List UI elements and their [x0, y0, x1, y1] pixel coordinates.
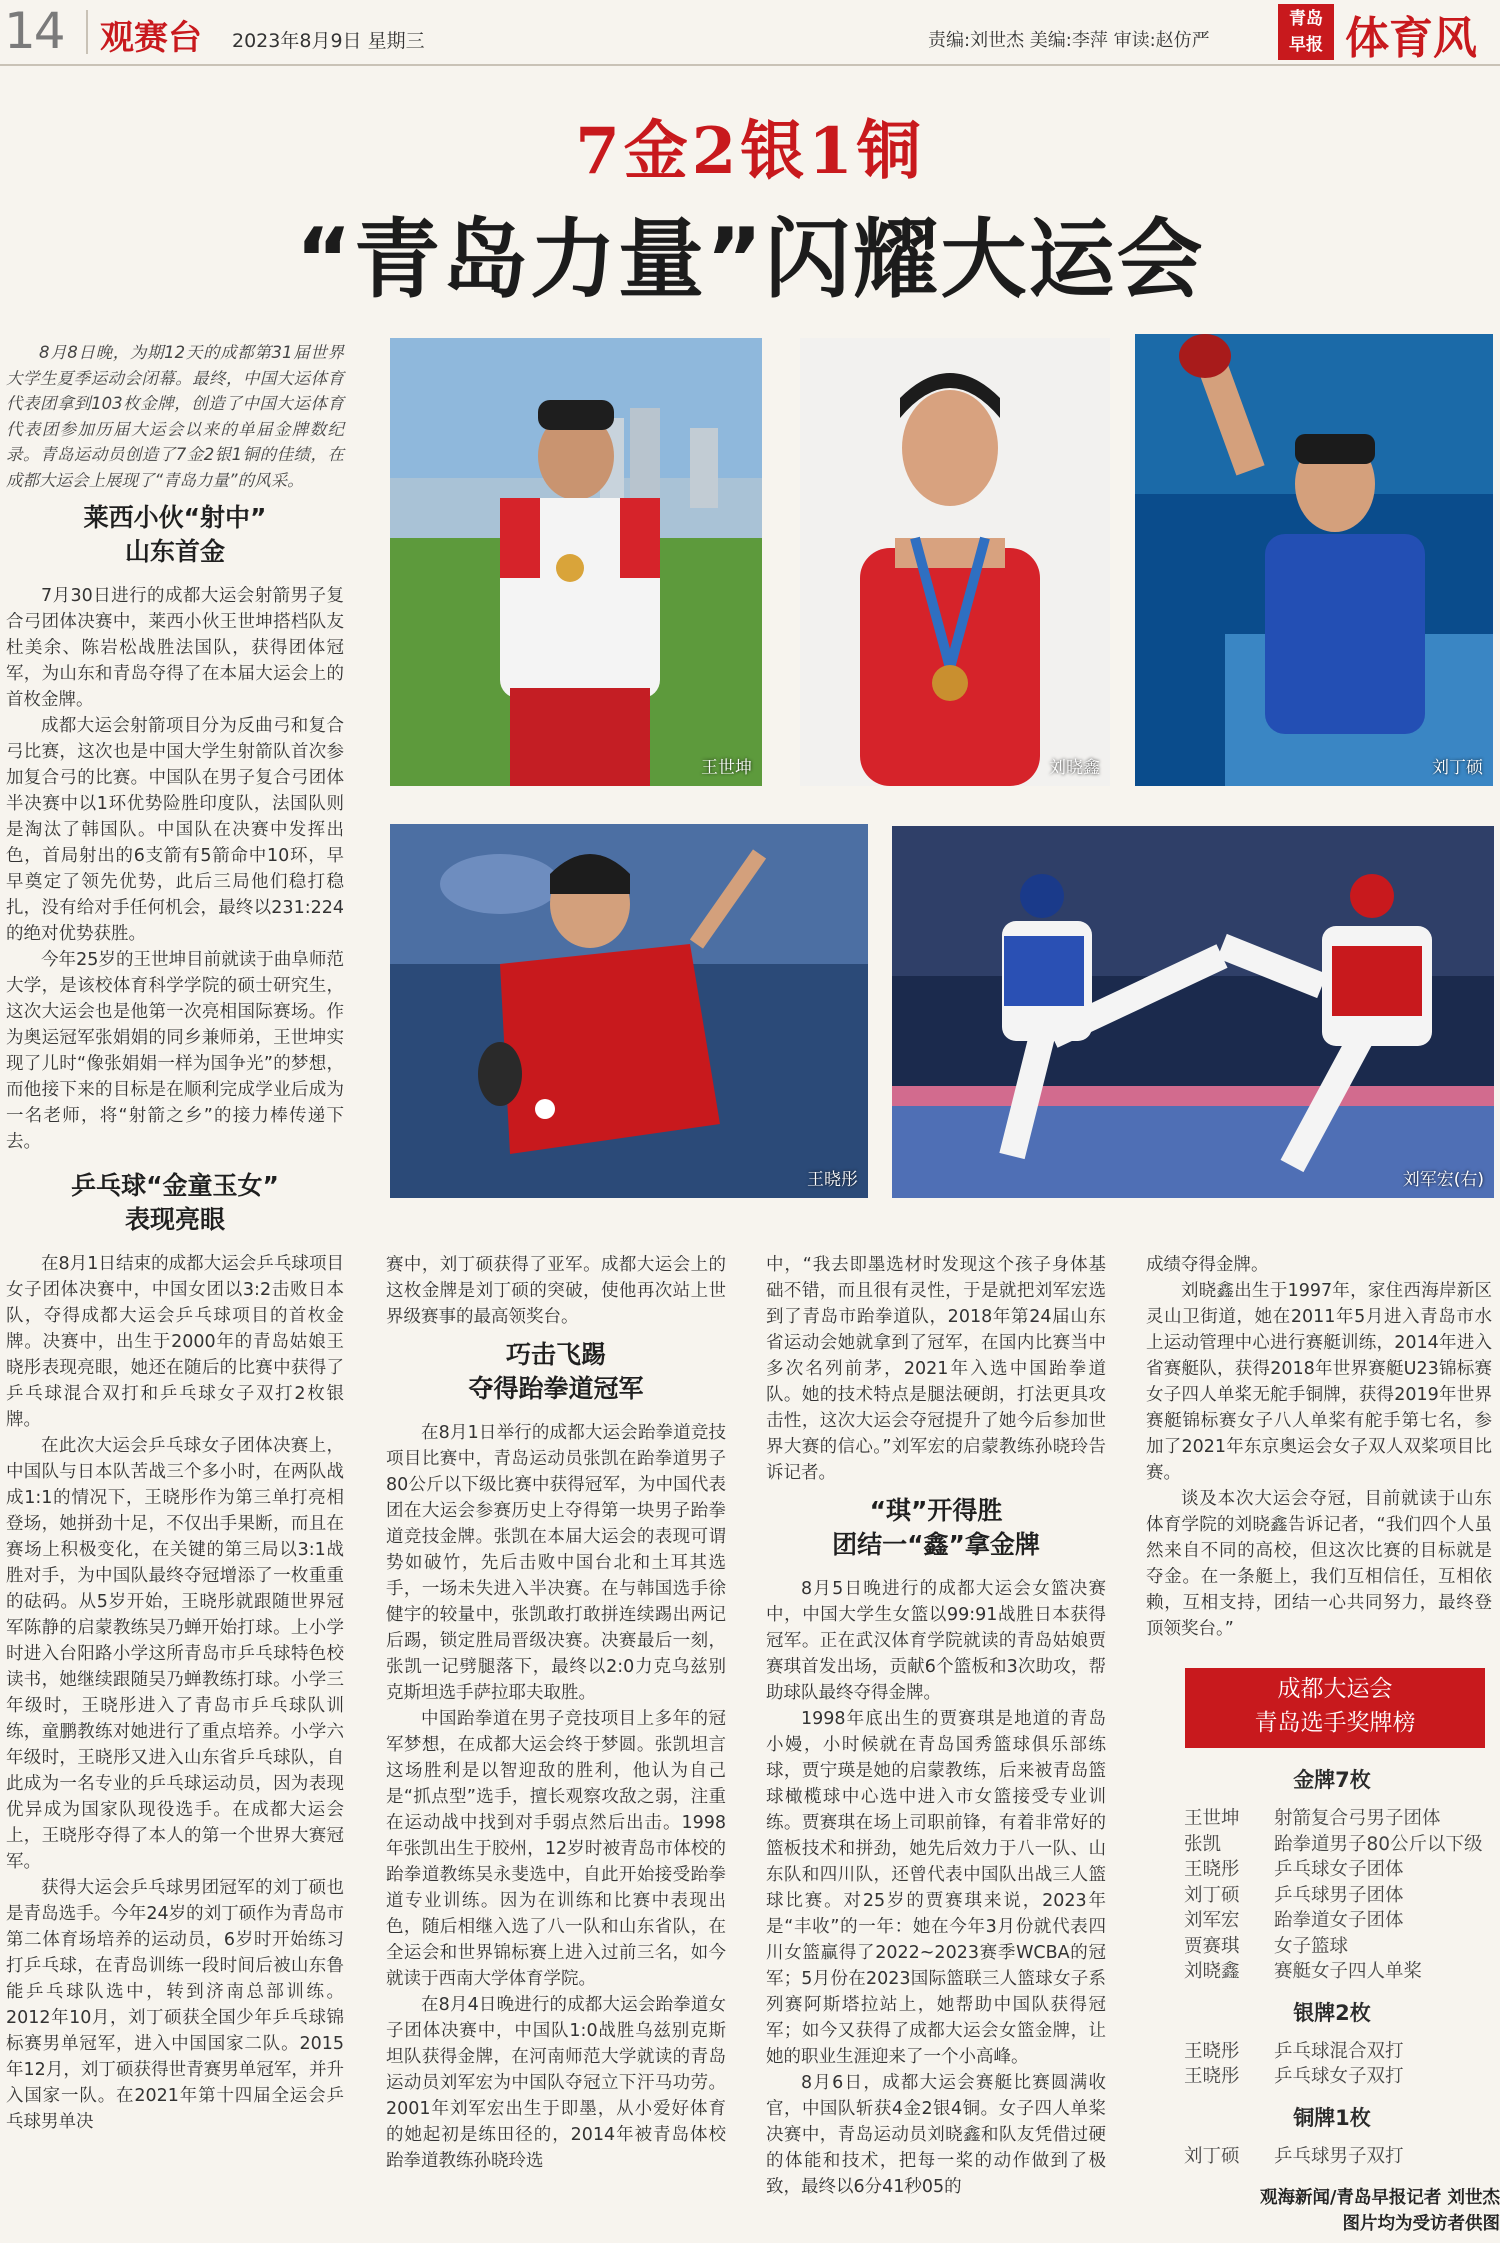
photo-caption: 刘军宏(右)	[1402, 1170, 1484, 1190]
medal-row	[1184, 1906, 1494, 1931]
byline-reporter: 观海新闻/青岛早报记者 刘世杰	[1260, 2188, 1500, 2208]
archer-photo-illustration	[390, 338, 762, 786]
heading-line: “琪”开得胜	[869, 1496, 1003, 1525]
event-name: 女子篮球	[1274, 1935, 1349, 1957]
event-name: 乒乓球女子双打	[1274, 2066, 1404, 2087]
section-heading-archery	[6, 501, 344, 569]
medal-row	[1184, 1957, 1494, 1982]
athlete-name: 王晓彤	[1184, 2066, 1240, 2087]
medal-row	[1184, 2142, 1494, 2167]
medal-row	[1184, 2037, 1494, 2062]
athlete-name: 贾赛琪	[1184, 1935, 1240, 1957]
athlete-name: 刘丁硕	[1184, 1884, 1240, 1906]
athlete-name: 刘军宏	[1184, 1910, 1240, 1931]
medal-row	[1184, 1830, 1494, 1855]
medal-row	[1184, 1804, 1494, 1829]
heading-line: 夺得跆拳道冠军	[468, 1374, 644, 1403]
paragraph: 8月6日，成都大运会赛艇比赛圆满收官，中国队斩获4金2银4铜。女子四人单桨决赛中，青岛运动员刘晓鑫和队友凭借过硬的体能和技术，把每一桨的动作做到了极致，最终以6分41秒05的	[766, 2073, 1106, 2197]
heading-line: 表现亮眼	[124, 1205, 225, 1234]
event-name: 赛艇女子四人单桨	[1274, 1961, 1423, 1982]
medal-row	[1184, 2062, 1494, 2087]
paragraph: 今年25岁的王世坤目前就读于曲阜师范大学，是该校体育科学学院的硕士研究生，这次大运会也是他第一次亮相国际赛场。作为奥运冠军张娟娟的同乡兼师弟，王世坤实现了儿时“像张娟娟一样为国争光”的梦想，而他接下来的目标是在顺利完成学业后成为一名老师，将“射箭之乡”的接力棒传递下去。	[6, 950, 344, 1152]
athlete-name: 王世坤	[1184, 1808, 1240, 1829]
photo-wang-shikun	[390, 338, 762, 786]
paragraph: 刘晓鑫出生于1997年，家住西海岸新区灵山卫街道，她在2011年5月进入青岛市水上运动管理中心进行赛艇训练，2014年进入省赛艇队，获得2018年世界赛艇U23锦标赛女子四人单桨无舵手铜牌，获得2019年世界赛艇锦标赛女子八人单桨有舵手第七名，参加了2021年东京奥运会女子双人双桨项目比赛。	[1146, 1281, 1492, 1483]
paragraph: 获得大运会乒乓球男团冠军的刘丁硕也是青岛选手。今年24岁的刘丁硕作为青岛市第二体育场培养的运动员，6岁时开始练习打乒乓球，在青岛训练一段时间后被山东鲁能乒乓球队选中，转到济南总部训练。2012年10月，刘丁硕获全国少年乒乓球锦标赛男单冠军，进入中国国家二队。2015年12月，刘丁硕获得世青赛男单冠军，并升入国家一队。在2021年第十四届全运会乒乓球男单决	[6, 1878, 344, 2132]
medal-title-line: 青岛选手奖牌榜	[1254, 1710, 1416, 1736]
medal-category-heading: 金牌7枚	[1293, 1768, 1371, 1792]
paragraph: 谈及本次大运会夺冠，目前就读于山东体育学院的刘晓鑫告诉记者，“我们四个人虽然来自不同的高校，但这次比赛的目标就是夺金。在一条艇上，我们互相信任，互相依赖，互相支持，团结一心共同努力，最终登顶领奖台。”	[1146, 1489, 1492, 1639]
taekwondo-illustration	[892, 826, 1494, 1198]
medal-category-heading: 银牌2枚	[1293, 2000, 1371, 2025]
photo-liu-xiaoxin	[800, 338, 1110, 786]
article-intro: 8月8日晚，为期12天的成都第31届世界大学生夏季运动会闭幕。最终，中国大运体育代表团拿到103枚金牌，创造了中国大运体育代表团参加历届大运会以来的单届金牌数纪录。青岛运动员创造了7金2银1铜的佳绩，在成都大运会上展现了“青岛力量”的风采。	[6, 343, 344, 490]
event-name: 乒乓球女子团体	[1274, 1859, 1404, 1880]
photo-caption: 王晓彤	[807, 1170, 858, 1190]
photo-caption: 王世坤	[701, 758, 752, 778]
paragraph: 中国跆拳道在男子竞技项目上多年的冠军梦想，在成都大运会终于梦圆。张凯坦言这场胜利是以智迎敌的胜利，他认为自己是“抓点型”选手，擅长观察攻敌之弱，注重在运动战中找到对手弱点然后出击。1998年张凯出生于胶州，12岁时被青岛市体校的跆拳道教练吴永斐选中，自此开始接受跆拳道专业训练。因为在训练和比赛中表现出色，随后相继入选了八一队和山东省队，在全运会和世界锦标赛上进入过前三名，如今就读于西南大学体育学院。	[386, 1709, 726, 1989]
paragraph: 成绩夺得金牌。	[1146, 1255, 1269, 1275]
headline-main: “青岛力量”闪耀大运会	[295, 210, 1205, 310]
paragraph: 在8月4日晚进行的成都大运会跆拳道女子团体决赛中，中国队1:0战胜乌兹别克斯坦队获得金牌，在河南师范大学就读的青岛运动员刘军宏为中国队夺冠立下汗马功劳。2001年刘军宏出生于即墨，从小爱好体育的她起初是练田径的，2014年被青岛体校跆拳道教练孙晓玲选	[386, 1995, 726, 2171]
medal-row	[1184, 1855, 1494, 1880]
section-heading-table-tennis	[6, 1169, 344, 1237]
event-name: 乒乓球男子团体	[1274, 1884, 1404, 1906]
paragraph: 1998年底出生的贾赛琪是地道的青岛小嫚，小时候就在青岛国秀篮球俱乐部练球，贾宁瑛是她的启蒙教练，后来被青岛篮球橄榄球中心选中进入市女篮接受专业训练。贾赛琪在场上司职前锋，有着非常好的篮板技术和拼劲，她先后效力于八一队、山东队和四川队，还曾代表中国队出战三人篮球比赛。对25岁的贾赛琪来说，2023年是“丰收”的一年：她在今年3月份就代表四川女篮赢得了2022~2023赛季WCBA的冠军；5月份在2023国际篮联三人篮球女子系列赛阿斯塔拉站上，她帮助中国队获得冠军；如今又获得了成都大运会女篮金牌，让她的职业生涯迎来了一个小高峰。	[766, 1709, 1106, 2067]
heading-line: 乒乓球“金童玉女”	[71, 1171, 279, 1200]
event-name: 乒乓球男子双打	[1274, 2145, 1404, 2167]
athlete-name: 刘丁硕	[1184, 2145, 1240, 2167]
paragraph: 赛中，刘丁硕获得了亚军。成都大运会上的这枚金牌是刘丁硕的突破，使他再次站上世界级赛事的最高领奖台。	[386, 1255, 726, 1327]
editor-credits: 责编:刘世杰 美编:李萍 审读:赵仿严	[928, 30, 1210, 51]
page-header	[0, 0, 1500, 66]
photo-liu-dingshuo	[1135, 334, 1493, 786]
medal-category-heading: 铜牌1枚	[1293, 2105, 1371, 2130]
athlete-name: 王晓彤	[1184, 2040, 1240, 2062]
paragraph: 在8月1日举行的成都大运会跆拳道竞技项目比赛中，青岛运动员张凯在跆拳道男子80公斤以下级比赛中获得冠军，为中国代表团在大运会参赛历史上夺得第一块男子跆拳道竞技金牌。张凯在本届大运会的表现可谓势如破竹，先后击败中国台北和土耳其选手，一场未失进入半决赛。在与韩国选手徐健宇的较量中，张凯敢打敢拼连续踢出两记后踢，锁定胜局晋级决赛。决赛最后一刻，张凯一记劈腿落下，最终以2:0力克乌兹别克斯坦选手萨拉耶夫取胜。	[386, 1423, 726, 1703]
paragraph: 在此次大运会乒乓球女子团体决赛上，中国队与日本队苦战三个多小时，在两队战成1:1的情况下，王晓彤作为第三单打亮相登场，她拼劲十足，不仅出手果断，而且在赛场上积极变化，在关键的第三局以3:1战胜对手，为中国队最终夺冠增添了一枚重重的砝码。从5岁开始，王晓彤就跟随世界冠军陈静的启蒙教练吴乃蝉开始打球。上小学时进入台阳路小学这所青岛市乒乓球特色校读书，她继续跟随吴乃蝉教练打球。小学三年级时，王晓彤进入了青岛市乒乓球队训练，童鹏教练对她进行了重点培养。小学六年级时，王晓彤又进入山东省乒乓球队，自此成为一名专业的乒乓球运动员，因为表现优异成为国家队现役选手。在成都大运会上，王晓彤夺得了本人的第一个世界大赛冠军。	[6, 1436, 344, 1872]
table-tennis-man-illustration	[1135, 334, 1493, 786]
newspaper-logo: 青岛早报	[1278, 4, 1334, 60]
byline	[1180, 2185, 1500, 2237]
event-name: 跆拳道男子80公斤以下级	[1274, 1833, 1483, 1855]
medal-title-line: 成都大运会	[1277, 1676, 1393, 1702]
athlete-name: 张凯	[1184, 1833, 1222, 1855]
photo-caption: 刘晓鑫	[1049, 758, 1100, 778]
heading-line: 山东首金	[124, 537, 225, 566]
column-taekwondo	[386, 1252, 726, 2174]
publication-date: 2023年8月9日 星期三	[232, 30, 425, 52]
photo-caption: 刘丁硕	[1432, 758, 1483, 778]
section-heading-taekwondo	[386, 1338, 726, 1406]
medal-row	[1184, 1881, 1494, 1906]
event-name: 射箭复合弓男子团体	[1274, 1808, 1441, 1829]
header-divider	[86, 10, 88, 54]
event-name: 乒乓球混合双打	[1274, 2040, 1404, 2062]
photo-liu-junhong	[892, 826, 1494, 1198]
athlete-name: 王晓彤	[1184, 1859, 1240, 1880]
paragraph: 中，“我去即墨选材时发现这个孩子身体基础不错，而且很有灵性，于是就把刘军宏选到了青岛市跆拳道队，2018年第24届山东省运动会她就拿到了冠军，在国内比赛当中多次名列前茅，2021年入选中国跆拳道队。她的技术特点是腿法硬朗，打法更具攻击性，这次大运会夺冠提升了她今后参加世界大赛的信心。”刘军宏的启蒙教练孙晓玲告诉记者。	[766, 1255, 1106, 1483]
table-tennis-woman-illustration	[390, 824, 868, 1198]
heading-line: 巧击飞踢	[505, 1340, 606, 1369]
heading-line: 莱西小伙“射中”	[83, 503, 267, 532]
paragraph: 8月5日晚进行的成都大运会女篮决赛中，中国大学生女篮以99:91战胜日本获得冠军。正在武汉体育学院就读的青岛姑娘贾赛琪首发出场，贡献6个篮板和3次助攻，帮助球队最终夺得金牌。	[766, 1579, 1106, 1703]
column-basketball	[766, 1252, 1106, 2200]
medal-row	[1184, 1932, 1494, 1957]
paragraph: 7月30日进行的成都大运会射箭男子复合弓团体决赛中，莱西小伙王世坤搭档队友杜美余、陈岩松战胜法国队，获得团体冠军，为山东和青岛夺得了在本届大运会上的首枚金牌。	[6, 586, 344, 710]
column-left	[6, 340, 344, 2135]
section-heading-basketball	[766, 1494, 1106, 1562]
column-rowing	[1146, 1252, 1492, 1642]
page-number: 14	[4, 2, 64, 60]
heading-line: 团结一“鑫”拿金牌	[832, 1530, 1040, 1559]
byline-photo-credit: 图片均为受访者供图	[1342, 2214, 1500, 2234]
medal-table-title	[1185, 1668, 1485, 1748]
rower-photo-illustration	[800, 338, 1110, 786]
photo-wang-xiaotong	[390, 824, 868, 1198]
section-name: 观赛台	[100, 18, 202, 58]
event-name: 跆拳道女子团体	[1274, 1910, 1404, 1931]
athlete-name: 刘晓鑫	[1184, 1961, 1240, 1982]
column-name: 体育风	[1345, 13, 1477, 64]
headline-kicker: 7金2银1铜	[575, 114, 925, 189]
paragraph: 在8月1日结束的成都大运会乒乓球项目女子团体决赛中，中国女团以3:2击败日本队，夺得成都大运会乒乓球项目的首枚金牌。决赛中，出生于2000年的青岛姑娘王晓彤表现亮眼，她还在随后的比赛中获得了乒乓球混合双打和乒乓球女子双打2枚银牌。	[6, 1254, 344, 1430]
paragraph: 成都大运会射箭项目分为反曲弓和复合弓比赛，这次也是中国大学生射箭队首次参加复合弓的比赛。中国队在男子复合弓团体半决赛中以1环优势险胜印度队，法国队则是淘汰了韩国队。中国队在决赛中发挥出色，首局射出的6支箭有5箭命中10环，早早奠定了领先优势，此后三局他们稳打稳扎，没有给对手任何机会，最终以231:224的绝对优势获胜。	[6, 716, 344, 944]
